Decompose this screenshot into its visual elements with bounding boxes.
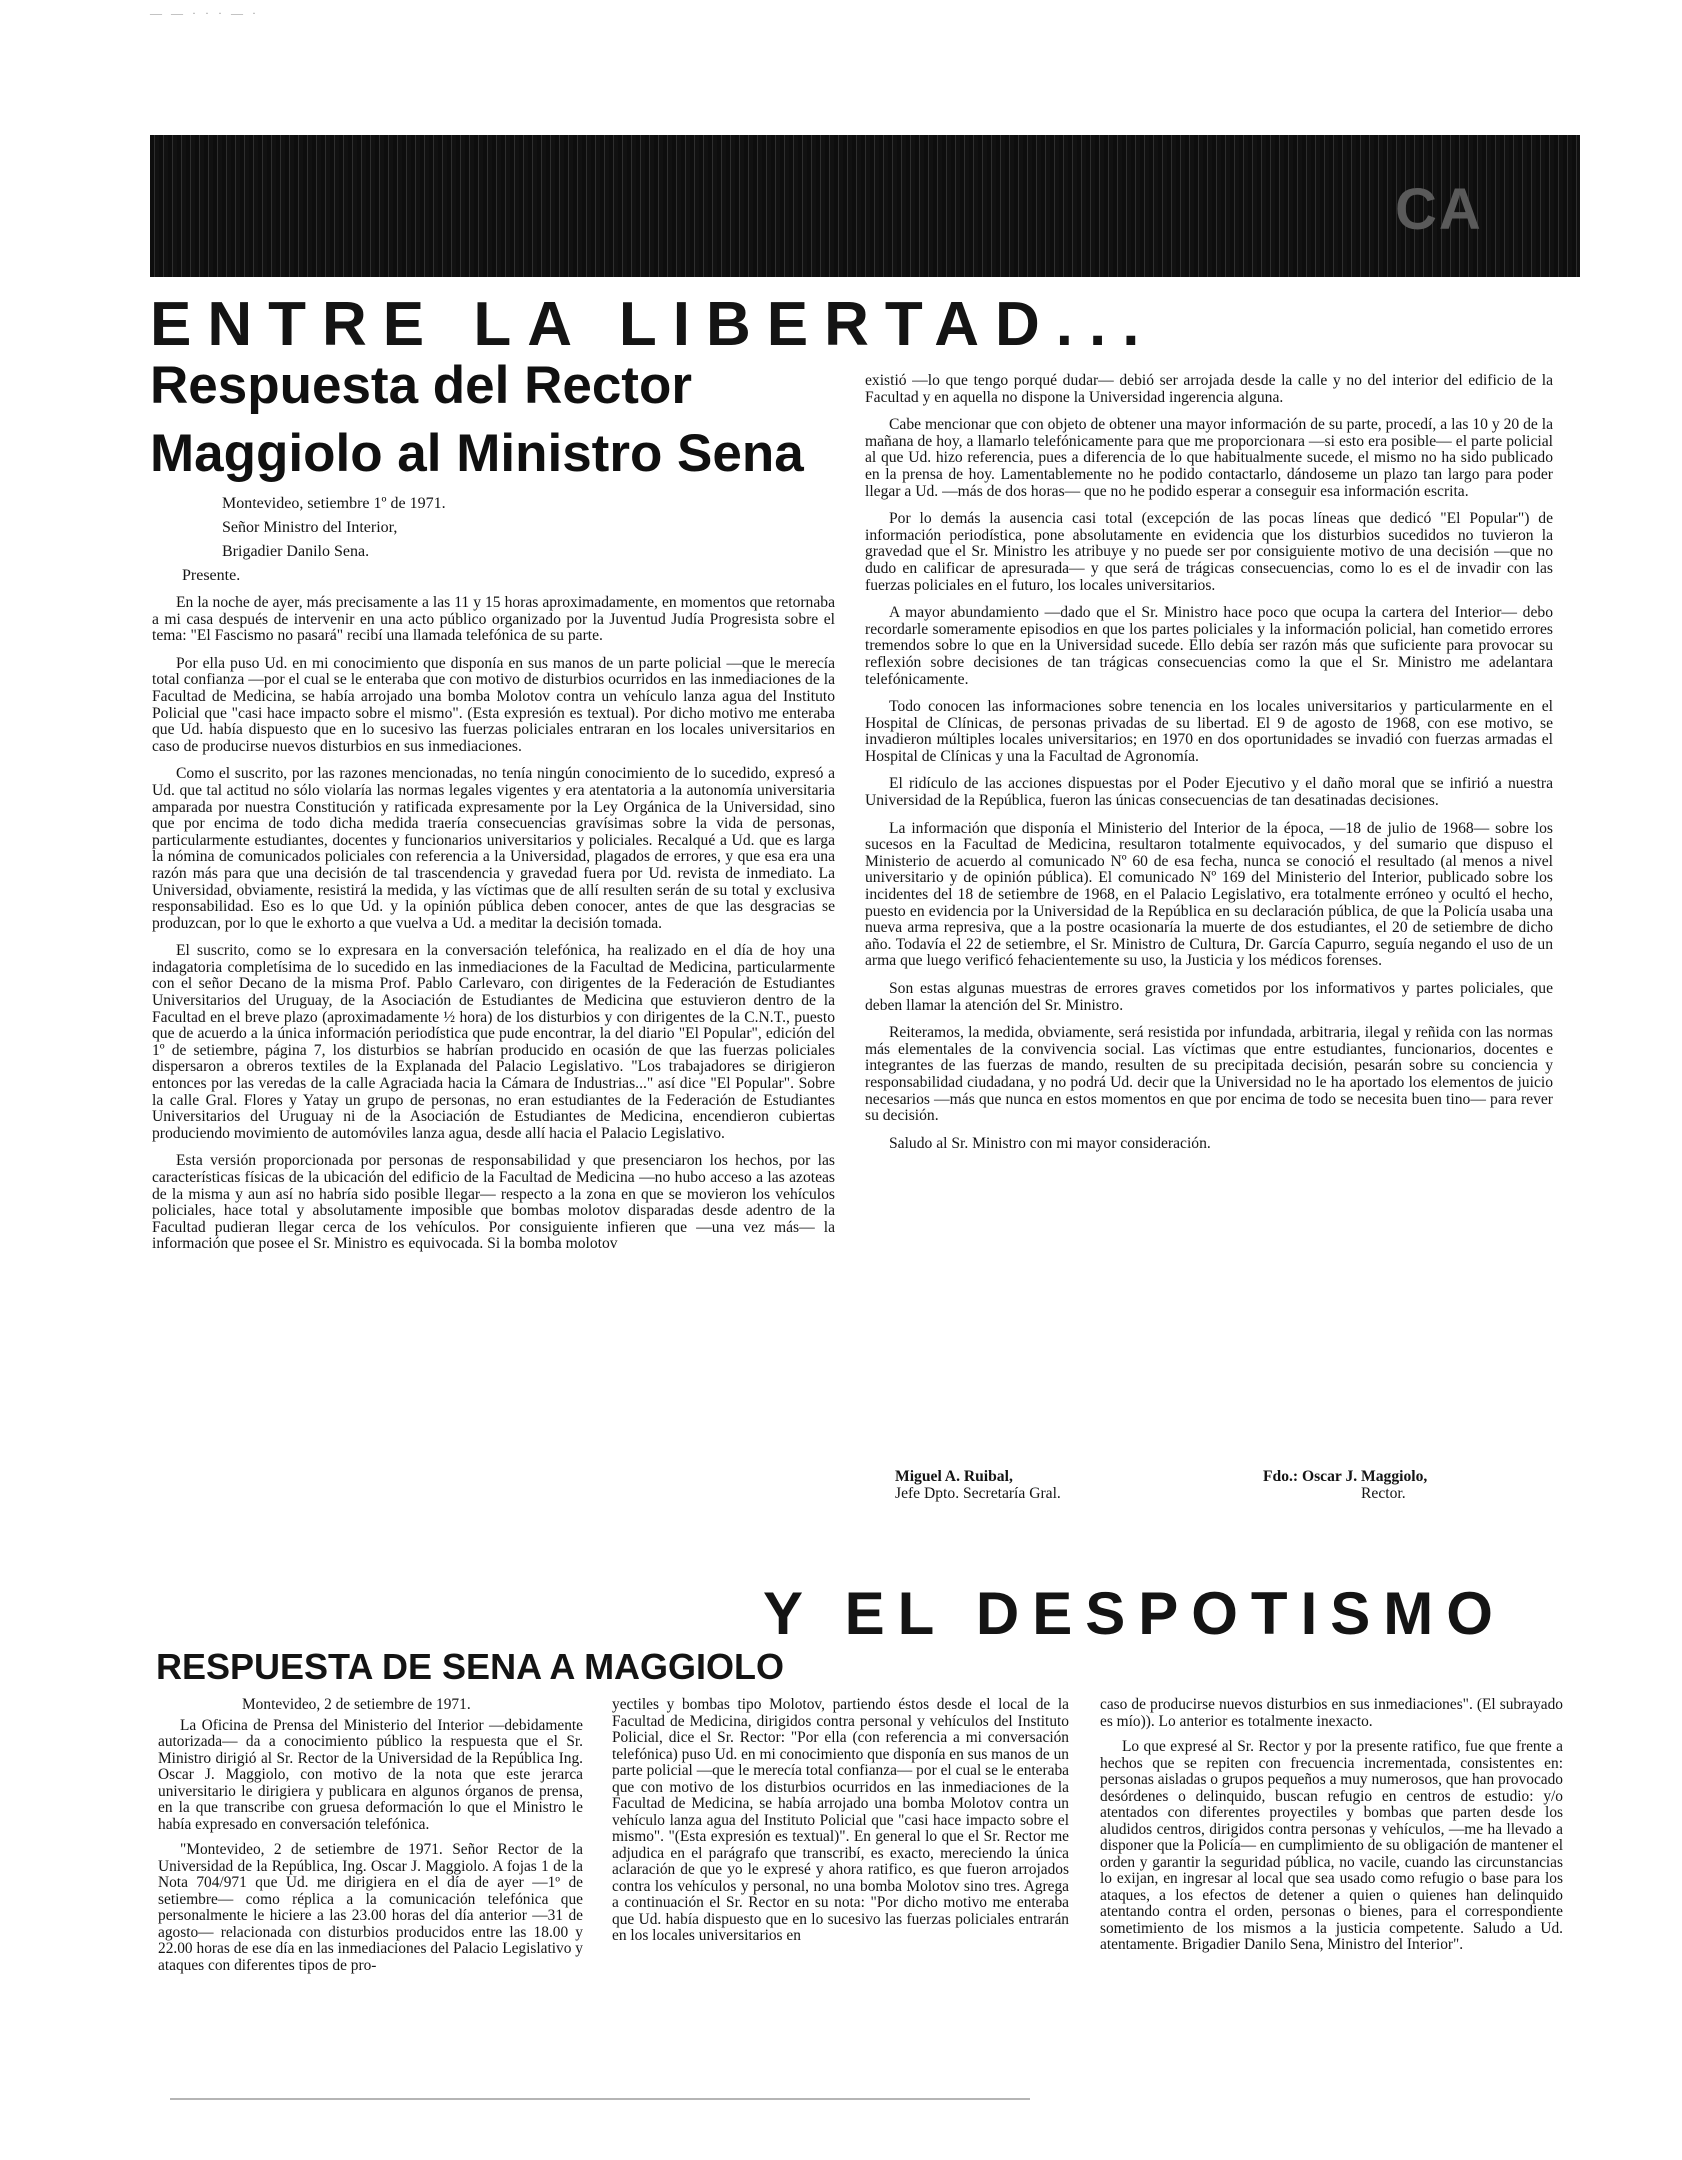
- article1-dateline: [182, 492, 446, 588]
- article1-headline: [150, 352, 840, 488]
- article2-column-2: [612, 1697, 1069, 1954]
- signature-title: Jefe Dpto. Secretaría Gral.: [895, 1485, 1061, 1502]
- paragraph: Reiteramos, la medida, obviamente, será resistida por infundada, arbitraria, ilegal y reñida con las normas más elementales de la convivencia social. Las víctimas que entre estudiantes, funcionarios, docentes e integrantes de las fuerzas de mando, resulten de su precipitada decisión, pesarán sobre su conciencia y responsabilidad ciudadana, y no podrá Ud. decir que la Universidad no le ha aportado los elementos de juicio necesarios —más que nunca en estos momentos en que por encima de todo se necesita buen tino— para rever su decisión.: [865, 1024, 1553, 1125]
- article2-dateline: Montevideo, 2 de setiembre de 1971.: [242, 1696, 471, 1713]
- section-banner: [150, 135, 1580, 277]
- paragraph: Por ella puso Ud. en mi conocimiento que disponía en sus manos de un parte policial —que le merecía total confianza —por el cual se le enteraba que con motivo de disturbios ocurridos en las inmediaciones de la Facultad de Medicina, se había arrojado una bomba Molotov contra un vehículo lanza agua del Instituto Policial que "casi hace impacto sobre el mismo". (Esta expresión es textual). Por dicho motivo me enteraba que Ud. había dispuesto que en lo sucesivo las fuerzas policiales entraran en los locales universitarios en caso de producirse nuevos disturbios en sus inmediaciones.: [152, 654, 835, 755]
- signature-title: Rector.: [1361, 1485, 1406, 1502]
- signature-rector: [1263, 1468, 1427, 1502]
- dateline-line-3: Brigadier Danilo Sena.: [222, 543, 370, 560]
- banner-fragment-text: CA: [1395, 177, 1483, 242]
- paragraph: La información que disponía el Ministerio del Interior de la época, —18 de julio de 1968— sobre los sucesos en la Facultad de Medicina, resultaron totalmente equivocados, y del sumario que dispuso el Ministerio de acuerdo al comunicado Nº 60 de esa fecha, nunca se conoció el resultado (al menos a nivel universitario y de opinión pública). El comunicado Nº 169 del Ministerio del Interior, publicado sobre los incidentes del 18 de setiembre de 1968, en el Palacio Legislativo, era totalmente erróneo y ocultó el hecho, puesto en evidencia por la Universidad de la República en su declaración pública, de que la Policía usaba una nueva arma represiva, que a la postre ocasionaría la muerte de dos estudiantes, el 20 de setiembre de dicho año. Todavía el 22 de setiembre, el Sr. Ministro de Cultura, Dr. García Capurro, seguía negando el uso de un arma que luego verificó fehacientemente su uso, la Justicia y los médicos forenses.: [865, 819, 1553, 970]
- paragraph: El suscrito, como se lo expresara en la conversación telefónica, ha realizado en el día de hoy una indagatoria completísima de lo sucedido en las inmediaciones de la Facultad de Medicina, particularmente con el señor Decano de la misma Prof. Pablo Carlevaro, con dirigentes de la Federación de Estudiantes Universitarios del Uruguay, de la Asociación de Estudiantes de Medicina que estuvieron dentro de la Facultad en el breve plazo (aproximadamente ½ hora) de los disturbios y con dirigentes de la C.N.T., puesto que de acuerdo a la única información periodística que pude encontrar, la del diario "El Popular", edición del 1º de setiembre, página 7, los disturbios se habrían producido en ocasión de que las fuerzas policiales dispersaron a obreros textiles de la Explanada del Palacio Legislativo. "Los trabajadores se dirigieron entonces por las veredas de la calle Agraciada hacia la Cámara de Industrias..." así dice "El Popular". Sobre la calle Gral. Flores y Yatay un grupo de personas, no eran estudiantes de la Federación de Estudiantes Universitarios del Uruguay ni de la Asociación de Estudiantes de Medicina, encendieron cubiertas produciendo movimiento de automóviles lanza agua, desde allí hacia el Palacio Legislativo.: [152, 942, 835, 1142]
- article2-column-1: [158, 1697, 583, 1983]
- signature-name: Fdo.: Oscar J. Maggiolo,: [1263, 1468, 1428, 1485]
- paragraph: Como el suscrito, por las razones mencionadas, no tenía ningún conocimiento de lo sucedido, expresó a Ud. que tal actitud no sólo violaría las normas legales vigentes y era atentatoria a la autonomía universitaria amparada por nuestra Constitución y ratificada expresamente por la Ley Orgánica de la Universidad, sino que por encima de todo dicha medida traería consecuencias gravísimas sobre la vida de personas, particularmente estudiantes, docentes y funcionarios universitarios y policiales. Recalqué a Ud. que es larga la nómina de comunicados policiales con referencia a la Universidad, plagados de errores, y que esa era una razón más para que una decisión de tal trascendencia y gravedad fuera por Ud. revista de inmediato. La Universidad, obviamente, resistirá la medida, y las víctimas que de allí resulten serán de su total y exclusiva responsabilidad. Eso es lo que Ud. y la opinión pública deben conocer, antes de que las desgracias se produzcan, por lo que le exhorto a que vuelva a Ud. a meditar la decisión tomada.: [152, 765, 835, 932]
- paragraph: Todo conocen las informaciones sobre tenencia en los locales universitarios y particularmente en el Hospital de Clínicas, de personas privadas de su libertad. El 9 de agosto de 1968, con ese motivo, se invadieron múltiples locales universitarios; en 1970 en dos oportunidades se invadió con fuerzas armadas el Hospital de Clínicas y una la Facultad de Agronomía.: [865, 698, 1553, 765]
- paragraph: Esta versión proporcionada por personas de responsabilidad y que presenciaron los hechos, por las características físicas de la ubicación del edificio de la Facultad de Medicina —no hubo acceso a las azoteas de la misma y aun así no habría sido posible llegar— respecto a la zona en que se movieron los vehículos policiales, hace total y absolutamente imposible que bombas molotov disparadas desde adentro de la Facultad pudieran llegar cerca de los vehículos. Por consiguiente infieren que —una vez más— la información que posee el Sr. Ministro es equivocada. Si la bomba molotov: [152, 1152, 835, 1253]
- signature-name: Miguel A. Ruibal,: [895, 1468, 1013, 1485]
- article2-column-3: [1100, 1697, 1563, 1963]
- dateline-line-2: Señor Ministro del Interior,: [222, 519, 398, 536]
- dateline-line-1: Montevideo, setiembre 1º de 1971.: [222, 495, 446, 512]
- paragraph: Saludo al Sr. Ministro con mi mayor consideración.: [889, 1134, 1211, 1152]
- article1-kicker: ENTRE LA LIBERTAD...: [150, 290, 1156, 359]
- paragraph: Son estas algunas muestras de errores graves cometidos por los informativos y partes policiales, que deben llamar la atención del Sr. Ministro.: [865, 980, 1553, 1014]
- headline-line-1: Respuesta del Rector: [150, 356, 692, 415]
- dateline-line-4: Presente.: [182, 567, 241, 584]
- paragraph: Por lo demás la ausencia casi total (excepción de las pocas líneas que dedicó "El Popular") de información periodística, pone absolutamente en evidencia que los disturbios sucedidos no tuvieron la gravedad que el Sr. Ministro les atribuye y no puede ser por consiguiente motivo de una decisión —que no dudo en calificar de apresurada— y que será de trágicas consecuencias, como lo es el de invadir con las fuerzas policiales en el futuro, los locales universitarios.: [865, 510, 1553, 594]
- scan-bottom-edge: [170, 2098, 1030, 2100]
- headline-line-2: Maggiolo al Ministro Sena: [150, 424, 804, 483]
- article2-kicker: Y EL DESPOTISMO: [763, 1580, 1506, 1647]
- paragraph: La Oficina de Prensa del Ministerio del Interior —debidamente autorizada— da a conocimiento público la respuesta que el Sr. Ministro dirigió al Sr. Rector de la Universidad de la República Ing. Oscar J. Maggiolo, con motivo de la nota que este jerarca universitario le dirigiera y publicara en algunos órganos de prensa, en la que transcribe con gruesa deformación lo que el Ministro le había expresado en conversación telefónica.: [158, 1716, 583, 1833]
- signature-secretary: [895, 1468, 1061, 1502]
- article1-left-column: [152, 595, 835, 1264]
- paragraph: El ridículo de las acciones dispuestas por el Poder Ejecutivo y el daño moral que se infirió a nuestra Universidad de la República, fueron las únicas consecuencias de tan desatinadas decisiones.: [865, 775, 1553, 810]
- paragraph: caso de producirse nuevos disturbios en sus inmediaciones". (El subrayado es mío)). Lo anterior es totalmente inexacto.: [1100, 1696, 1563, 1730]
- paragraph: A mayor abundamiento —dado que el Sr. Ministro hace poco que ocupa la cartera del Interior— debo recordarle someramente episodios en que los partes policiales y la información policial, han cometido errores tremendos sobre lo que en la Universidad sucede. Ello debía ser razón más que suficiente para provocar su reflexión sobre decisiones de tan trágicas consecuencias como la que el Sr. Ministro me adelantara telefónicamente.: [865, 604, 1553, 688]
- scan-edge-marks: — — · · · — ·: [150, 6, 259, 20]
- paragraph: Lo que expresé al Sr. Rector y por la presente ratifico, fue que frente a hechos que se repiten con frecuencia incrementada, consistentes en: personas aisladas o grupos pequeños a muy numerosos, que han provocado desórdenes o delinquido, buscan refugio en centros de estudio: y/o atentados con diferentes proyectiles y bombas que parten desde los aludidos centros, dirigidos contra personas y vehículos, —me ha llevado a disponer que la Policía— en cumplimiento de su obligación de mantener el orden y garantir la seguridad pública, no vacile, cuando las circunstancias lo exijan, en ingresar al local que sea usado como refugio o base para los ataques, a los efectos de detener a quien o quienes han delinquido atentando contra el orden, personas o bienes, para el correspondiente sometimiento de los mismos a la justicia competente. Saludo a Ud. atentamente. Brigadier Danilo Sena, Ministro del Interior".: [1100, 1738, 1563, 1953]
- article1-right-column: [865, 373, 1553, 1163]
- paragraph: yectiles y bombas tipo Molotov, partiendo éstos desde el local de la Facultad de Medicina, dirigidos contra personal y vehículos del Instituto Policial, dice el Sr. Rector: "Por ella (con referencia a mi conversación telefónica) puso Ud. en mi conocimiento que disponía en sus manos de un parte policial —que le merecía total confianza— por el cual se le enteraba que con motivo de los disturbios ocurridos en las inmediaciones de la Facultad de Medicina, se había arrojado una bomba Molotov contra un vehículo lanza agua del Instituto Policial que "casi hace impacto sobre el mismo". "(Esta expresión es textual)". En general lo que el Sr. Rector me adjudica en el parágrafo que transcribí, es exacto, mereciendo la única aclaración de que yo le expresé y ahora ratifico, es que fueron arrojados contra los vehículos y personal, no una bomba Molotov sino tres. Agrega a continuación el Sr. Rector en su nota: "Por dicho motivo me enteraba que Ud. había dispuesto que en lo sucesivo las fuerzas policiales entrarán en los locales universitarios en: [612, 1696, 1069, 1944]
- paragraph: Cabe mencionar que con objeto de obtener una mayor información de su parte, procedí, a las 10 y 20 de la mañana de hoy, a llamarlo telefónicamente para que me proporcionara —si esto era posible— el parte policial al que Ud. hizo referencia, pues a diferencia de lo que habitualmente sucede, el mismo no ha sido publicado en la prensa de hoy. Lamentablemente no he podido contactarlo, dándoseme un plazo tan largo para poder llegar a Ud. —más de dos horas— que no he podido esperar a conseguir esa información escrita.: [865, 416, 1553, 500]
- paragraph: "Montevideo, 2 de setiembre de 1971. Señor Rector de la Universidad de la República, Ing. Oscar J. Maggiolo. A fojas 1 de la Nota 704/971 que Ud. me dirigiera en el día de ayer —1º de setiembre— como réplica a la comunicación telefónica que personalmente le hiciere a las 23.00 horas del día anterior —31 de agosto— relacionada con disturbios producidos entre las 18.00 y 22.00 horas de ese día en las inmediaciones del Palacio Legislativo y ataques con diferentes tipos de pro-: [158, 1841, 583, 1974]
- paragraph: existió —lo que tengo porqué dudar— debió ser arrojada desde la calle y no del interior del edificio de la Facultad y en aquella no dispone la Universidad ingerencia alguna.: [865, 372, 1553, 406]
- paragraph: En la noche de ayer, más precisamente a las 11 y 15 horas aproximadamente, en momentos que retornaba a mi casa después de intervenir en una acto público organizado por la Juventud Judía Progresista sobre el tema: "El Fascismo no pasará" recibí una llamada telefónica de su parte.: [152, 594, 835, 645]
- article2-headline: RESPUESTA DE SENA A MAGGIOLO: [156, 1646, 785, 1687]
